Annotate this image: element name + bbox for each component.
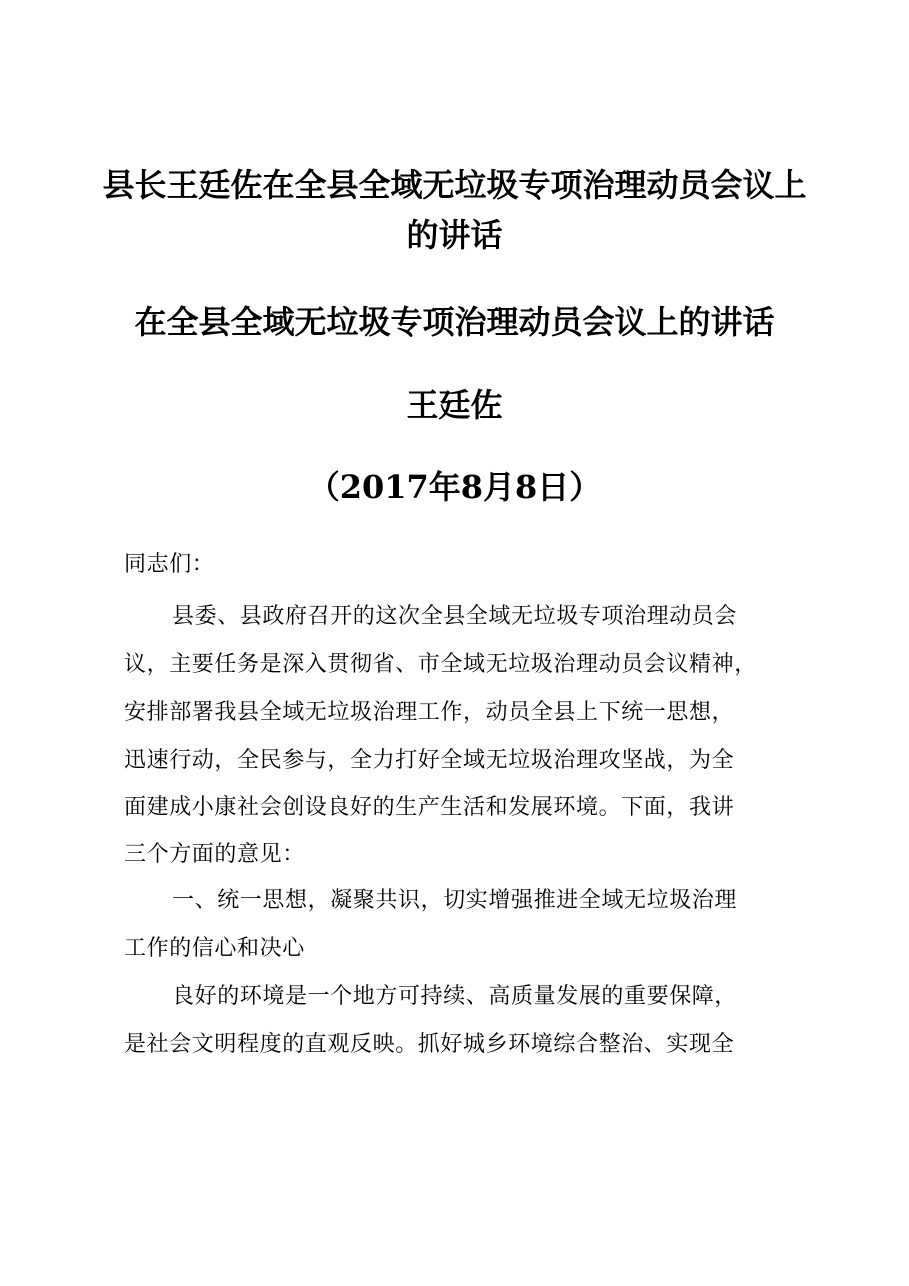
paragraph-line: 议，主要任务是深入贯彻省、市全域无垃圾治理动员会议精神， xyxy=(124,652,757,677)
section-heading-line: 工作的信心和决心 xyxy=(124,936,305,961)
paragraph-line: 三个方面的意见： xyxy=(124,842,305,867)
document-title-text: 县长王廷佐在全县全域无垃圾专项治理动员会议上的讲话 xyxy=(102,166,807,254)
paragraph-line: 良好的环境是一个地方可持续、高质量发展的重要保障， xyxy=(172,984,738,1009)
paragraph-line: 面建成小康社会创设良好的生产生活和发展环境。下面，我讲 xyxy=(124,795,735,820)
paragraph-line: 安排部署我县全域无垃圾治理工作，动员全县上下统一思想， xyxy=(124,700,735,725)
speech-date: （2017年8月8日） xyxy=(307,468,602,506)
speaker-name: 王廷佐 xyxy=(406,386,503,424)
document-subtitle: 在全县全域无垃圾专项治理动员会议上的讲话 xyxy=(134,303,775,341)
section-heading-line: 一、统一思想，凝聚共识，切实增强推进全域无垃圾治理 xyxy=(172,888,738,913)
paragraph-line: 县委、县政府召开的这次全县全域无垃圾专项治理动员会 xyxy=(172,604,738,629)
paragraph-line: 迅速行动，全民参与，全力打好全域无垃圾治理攻坚战，为全 xyxy=(124,748,735,773)
document-title xyxy=(100,160,809,260)
paragraph-line: 是社会文明程度的直观反映。抓好城乡环境综合整治、实现全 xyxy=(124,1032,735,1057)
salutation: 同志们： xyxy=(124,552,215,577)
